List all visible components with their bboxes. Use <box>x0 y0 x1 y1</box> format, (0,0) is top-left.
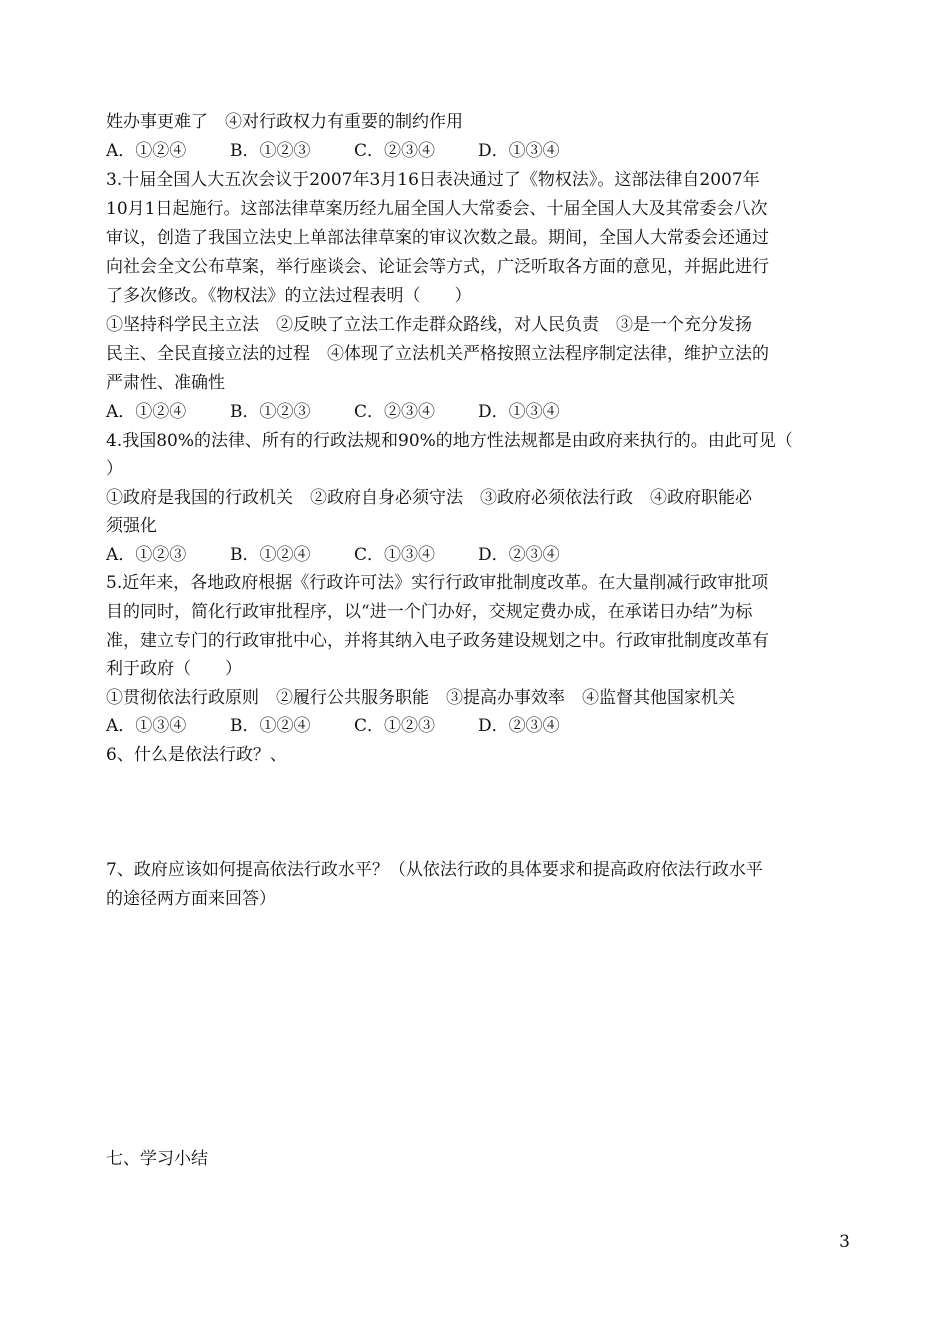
q4-option-a: A．①②③ <box>106 545 187 565</box>
q4-stem-line: ） <box>106 459 123 479</box>
page-number: 3 <box>839 1232 850 1252</box>
q5-stem-line: 准，建立专门的行政审批中心，并将其纳入电子政务建设规划之中。行政审批制度改革有 <box>106 631 769 651</box>
q7-stem-line: 的途径两方面来回答） <box>106 889 276 909</box>
q6-stem: 6、什么是依法行政？、 <box>106 745 287 765</box>
q3-option-a: A．①②④ <box>106 402 187 422</box>
q4-stem-line: 4.我国80%的法律、所有的行政法规和90%的地方性法规都是由政府来执行的。由此可见（ <box>106 431 793 451</box>
q4-options <box>106 541 851 570</box>
q3-option-b: B．①②③ <box>230 402 311 422</box>
q3-stem-line: 10月1日起施行。这部法律草案历经九届全国人大常委会、十届全国人大及其常委会八次 <box>106 199 768 219</box>
q5-option-b: B．①②④ <box>230 716 311 736</box>
q2-option-d: D．①③④ <box>478 141 560 161</box>
q4-option-d: D．②③④ <box>478 545 560 565</box>
q5-stem-line: 利于政府（ ） <box>106 659 242 679</box>
q3-stem-line: 了多次修改。《物权法》的立法过程表明（ ） <box>106 286 472 306</box>
q2-options <box>106 137 851 166</box>
q5-stem-line: 5.近年来，各地政府根据《行政许可法》实行行政审批制度改革。在大量削减行政审批项 <box>106 573 769 593</box>
q3-option-c: C．②③④ <box>354 402 436 422</box>
q3-choices-line: 严肃性、准确性 <box>106 373 225 393</box>
q5-choices-line: ①贯彻依法行政原则 ②履行公共服务职能 ③提高办事效率 ④监督其他国家机关 <box>106 688 735 708</box>
q5-stem-line: 目的同时，简化行政审批程序，以“进一个门办好，交规定费办成，在承诺日办结”为标 <box>106 602 753 622</box>
section-heading-summary: 七、学习小结 <box>106 1149 208 1169</box>
q3-option-d: D．①③④ <box>478 402 560 422</box>
q4-option-c: C．①③④ <box>354 545 436 565</box>
q5-option-d: D．②③④ <box>478 716 560 736</box>
q3-choices-line: 民主、全民直接立法的过程 ④体现了立法机关严格按照立法程序制定法律，维护立法的 <box>106 344 769 364</box>
q5-option-a: A．①③④ <box>106 716 187 736</box>
q2-option-c: C．②③④ <box>354 141 436 161</box>
q3-stem-line: 审议，创造了我国立法史上单部法律草案的审议次数之最。期间，全国人大常委会还通过 <box>106 228 769 248</box>
q3-choices-line: ①坚持科学民主立法 ②反映了立法工作走群众路线，对人民负责 ③是一个充分发扬 <box>106 315 752 335</box>
q3-stem-line: 3.十届全国人大五次会议于2007年3月16日表决通过了《物权法》。这部法律自2007年 <box>106 170 760 190</box>
q4-choices-line: 须强化 <box>106 516 157 536</box>
q2-stem-tail: 姓办事更难了 ④对行政权力有重要的制约作用 <box>106 112 463 132</box>
q3-stem-line: 向社会全文公布草案，举行座谈会、论证会等方式，广泛听取各方面的意见，并据此进行 <box>106 257 769 277</box>
q3-options <box>106 398 851 427</box>
q5-options <box>106 712 851 741</box>
q2-option-b: B．①②③ <box>230 141 311 161</box>
q4-option-b: B．①②④ <box>230 545 311 565</box>
q4-choices-line: ①政府是我国的行政机关 ②政府自身必须守法 ③政府必须依法行政 ④政府职能必 <box>106 488 752 508</box>
q2-option-a: A．①②④ <box>106 141 187 161</box>
q7-stem-line: 7、政府应该如何提高依法行政水平？（从依法行政的具体要求和提高政府依法行政水平 <box>106 860 763 880</box>
q5-option-c: C．①②③ <box>354 716 436 736</box>
